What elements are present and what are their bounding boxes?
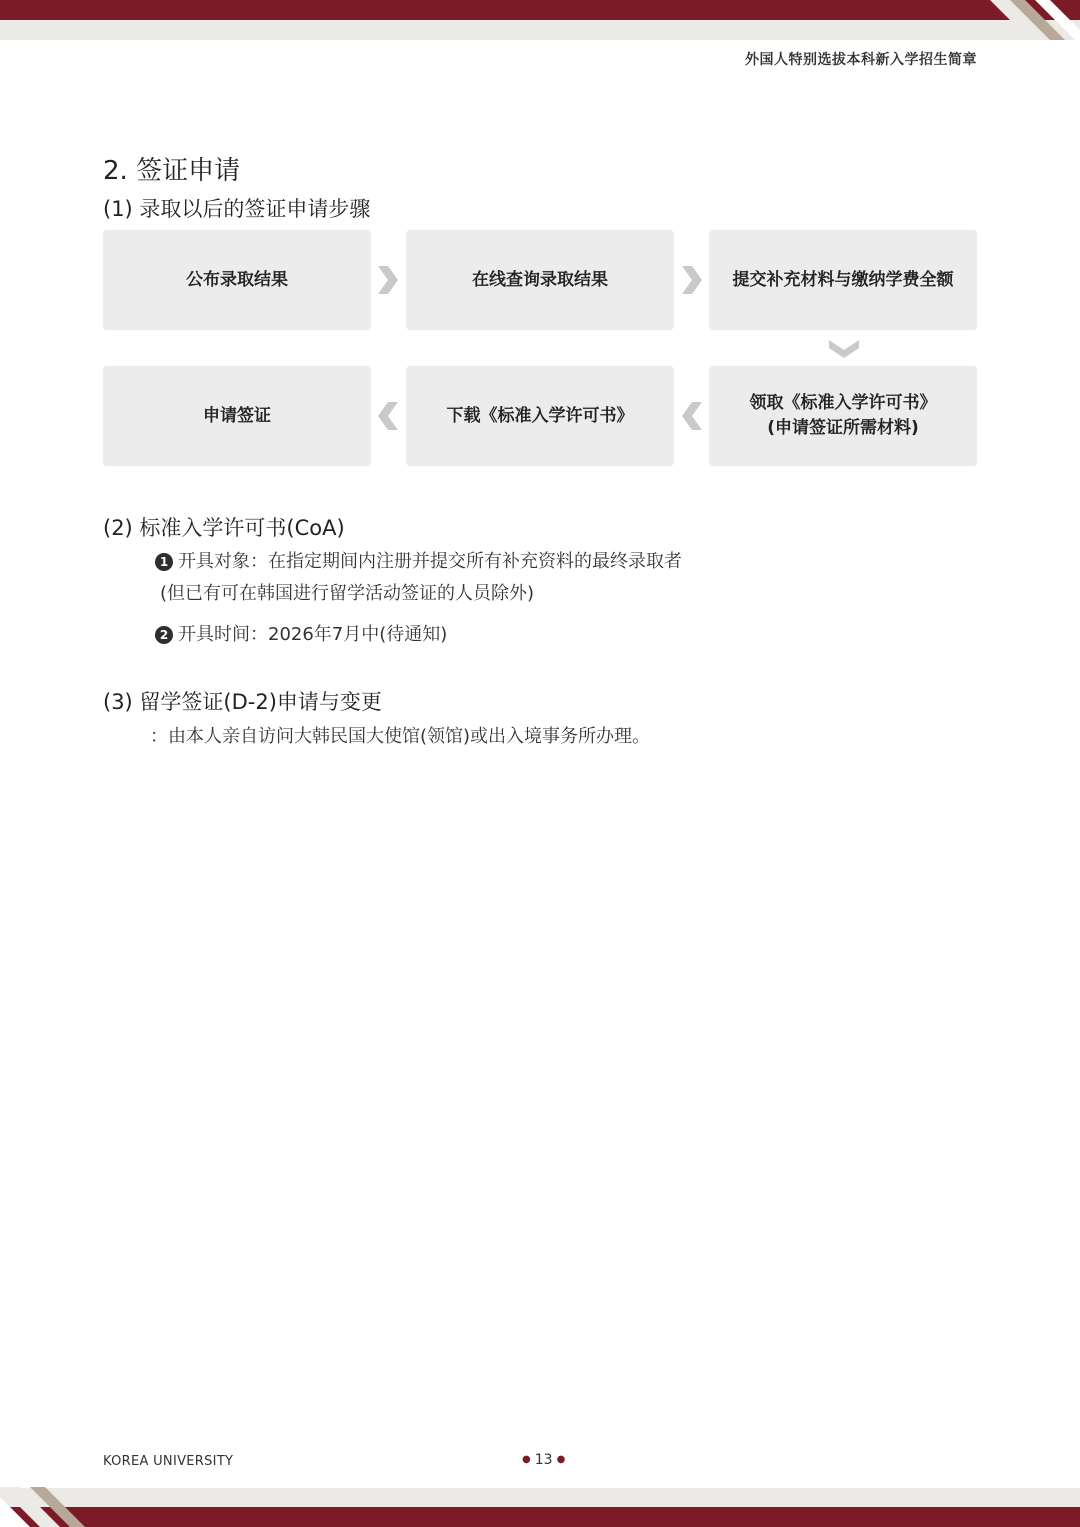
chevron-right-icon [680,264,704,296]
chevron-left-icon [680,400,704,432]
flow-step-label: 公布录取结果 [186,269,288,290]
coa-eligibility [155,547,682,573]
flow-step-label: 在线查询录取结果 [472,269,608,290]
subsection-title-2: (2) 标准入学许可书(CoA) [103,516,345,540]
coa-issue-time [155,620,447,646]
flow-step-submit-and-pay [709,230,977,330]
dot-icon: ● [556,1454,566,1465]
flow-step-apply-visa [103,366,371,466]
flow-step-label: 领取《标准入学许可书》 [749,393,937,414]
coa-issue-time-text: 开具时间：2026年7月中(待通知) [178,624,448,645]
chevron-right-icon [376,264,400,296]
flow-step-download-coa [406,366,674,466]
flow-step-label: 提交补充材料与缴纳学费全额 [732,269,954,290]
coa-eligibility-text: 开具对象：在指定期间内注册并提交所有补充资料的最终录取者 [178,551,682,572]
flow-step-label: 下载《标准入学许可书》 [446,405,634,426]
section-title: 2. 签证申请 [103,156,241,186]
subsection-title-3: (3) 留学签证(D-2)申请与变更 [103,690,382,714]
subsection-title-1: (1) 录取以后的签证申请步骤 [103,197,371,221]
flow-step-receive-coa [709,366,977,466]
bottom-gray-strip [0,1488,1080,1507]
visa-apply-text: ：由本人亲自访问大韩民国大使馆(领馆)或出入境事务所办理。 [150,726,651,747]
number-badge-icon: 2 [155,626,173,644]
top-gray-strip [0,20,1080,40]
footer-university-name: KOREA UNIVERSITY [103,1454,234,1469]
coa-eligibility-note: (但已有可在韩国进行留学活动签证的人员除外) [160,583,535,604]
flow-step-note: (申请签证所需材料) [767,418,919,438]
flow-step-check-online [406,230,674,330]
flow-step-announce-results [103,230,371,330]
page-number-text: 13 [534,1452,553,1468]
chevron-left-icon [376,400,400,432]
number-badge-icon: 1 [155,553,173,571]
flow-step-label: 申请签证 [203,405,271,426]
chevron-down-icon [827,338,861,360]
dot-icon: ● [522,1454,531,1465]
bottom-stripe-decoration [0,1487,100,1527]
bottom-brand-bar [0,1507,1080,1527]
top-stripe-decoration [980,0,1080,40]
top-brand-bar [0,0,1080,20]
document-header-title: 外国人特别选拔本科新入学招生简章 [745,52,977,68]
page-number [518,1452,569,1468]
